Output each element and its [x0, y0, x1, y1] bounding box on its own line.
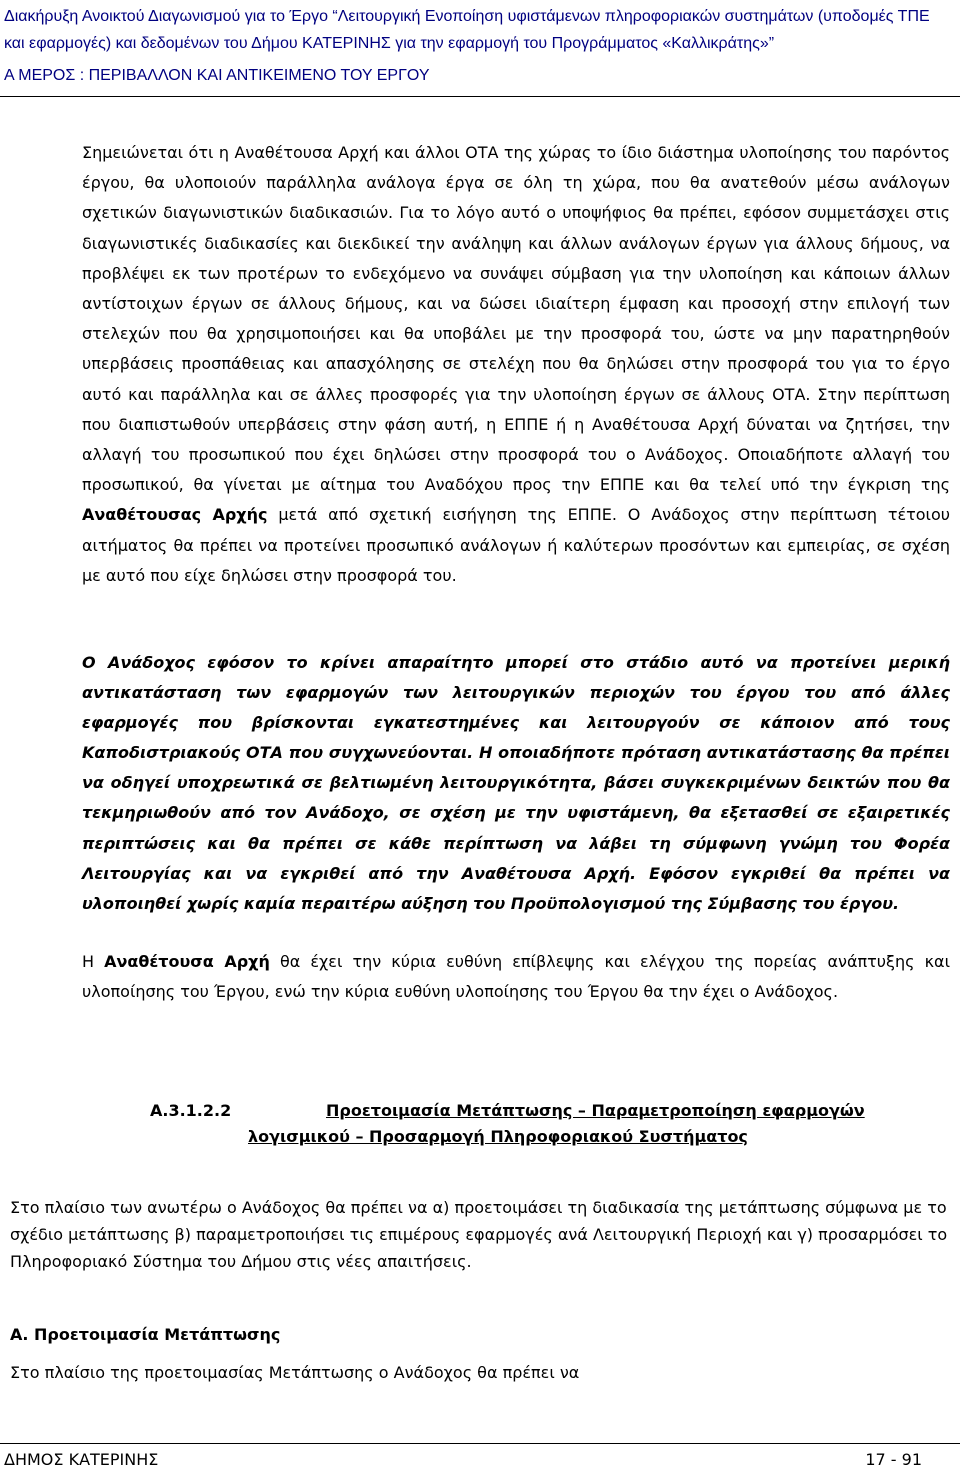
header-divider — [0, 96, 960, 97]
paragraph-staff-overlap — [82, 138, 950, 591]
paragraph-supervision — [82, 947, 950, 1007]
footer-divider — [0, 1443, 960, 1444]
bold-term: Αναθέτουσα Αρχή — [104, 952, 270, 971]
paragraph-text: μετά από σχετική εισήγηση της ΕΠΠΕ. Ο Ανάδοχος στην περίπτωση τέτοιου αιτήματος θα πρέπει να προτείνει προσωπικό ανάλογων ή καλύτερων προσόντων και εμπειρίας, σε σχέση με αυτό που είχε δηλώσει στην προσφορά του. — [82, 505, 950, 585]
paragraph-migration-scope: Στο πλαίσιο των ανωτέρω ο Ανάδοχος θα πρέπει να α) προετοιμάσει τη διαδικασία της μετάπτωσης σύμφωνα με το σχέδιο μετάπτωσης β) παραμετροποιήσει τις επιμέρους εφαρμογές ανά Λειτουργική Περιοχή και γ) προσαρμόσει το Πληροφοριακό Σύστημα του Δήμου στις νέες απαιτήσεις. — [10, 1198, 948, 1271]
paragraph-migration-prep: Στο πλαίσιο της προετοιμασίας Μετάπτωσης ο Ανάδοχος θα πρέπει να — [10, 1363, 580, 1382]
paragraph-text: Σημειώνεται ότι η Αναθέτουσα Αρχή και άλλοι ΟΤΑ της χώρας το ίδιο διάστημα υλοποίησης του παρόντος έργου, θα υλοποιούν παράλληλα ανάλογα έργα σε όλη τη χώρα, που θα ανατεθούν μέσω ανάλογων σχετικών διαγωνιστικών διαδικασιών. Για το λόγο αυτό ο υποψήφιος θα πρέπει, εφόσον συμμετάσχει στις διαγωνιστικές διαδικασίες και διεκδικεί την ανάληψη και άλλων ανάλογων έργων για άλλους δήμους, να προβλέψει εκ των προτέρων το ενδεχόμενο να συνάψει σύμβαση για την υλοποίηση και κάποιων άλλων αντίστοιχων έργων σε άλλους δήμους, και να δώσει ιδιαίτερη έμφαση και προσοχή στην επιλογή των στελεχών που θα χρησιμοποιήσει και θα υποβάλει με την προσφορά του, ώστε να μην παρατηρηθούν υπερβάσεις προσπάθειας και απασχόλησης σε στελέχη που θα δηλώσει στην προσφορά του για το έργο αυτό και παράλληλα και σε άλλες προσφορές για την υλοποίηση έργων σε άλλους ΟΤΑ. Στην περίπτωση που διαπιστωθούν υπερβάσεις στην φάση αυτή, η ΕΠΠΕ ή η Αναθέτουσα Αρχή δύναται να ζητήσει, την αλλαγή του προσωπικού που έχει δηλώσει στην προσφορά του ο Ανάδοχος. Οποιαδήποτε αλλαγή του προσωπικού, θα γίνεται με αίτημα του Αναδόχου προς την ΕΠΠΕ και θα τελεί υπό την έγκριση της — [82, 143, 950, 495]
paragraph-text: θα έχει την κύρια ευθύνη επίβλεψης και ελέγχου της πορείας ανάπτυξης και υλοποίησης του Έργου, ενώ την κύρια ευθύνη υλοποίησης του Έργου θα την έχει ο Ανάδοχος. — [82, 952, 950, 1002]
paragraph-application-replacement: Ο Ανάδοχος εφόσον το κρίνει απαραίτητο μπορεί στο στάδιο αυτό να προτείνει μερική αντικατάσταση των εφαρμογών των λειτουργικών περιοχών του έργου του από άλλες εφαρμογές που βρίσκονται εγκατεστημένες και λειτουργούν σε κάποιον από τους Καποδιστριακούς ΟΤΑ που συγχωνεύονται. Η οποιαδήποτε πρόταση αντικατάστασης θα πρέπει να οδηγεί υποχρεωτικά σε βελτιωμένη λειτουργικότητα, βάσει συγκεκριμένων δεικτών που θα τεκμηριωθούν από τον Ανάδοχο, σε σχέση με την υφιστάμενη, θα εξετασθεί σε εξαιρετικές περιπτώσεις και θα πρέπει σε κάθε περίπτωση να λάβει τη σύμφωνη γνώμη του Φορέα Λειτουργίας και να εγκριθεί από την Αναθέτουσα Αρχή. Εφόσον εγκριθεί θα πρέπει να υλοποιηθεί χωρίς καμία περαιτέρω αύξηση του Προϋπολογισμού της Σύμβασης του έργου. — [82, 653, 950, 913]
section-number: Α.3.1.2.2 — [150, 1101, 232, 1120]
paragraph-text: Η — [82, 952, 95, 971]
section-title-text: Προετοιμασία Μετάπτωσης – Παραμετροποίηση εφαρμογών λογισμικού – Προσαρμογή Πληροφοριακού Συστήματος — [248, 1101, 865, 1146]
document-header-title: Διακήρυξη Ανοικτού Διαγωνισμού για το Έργο “Λειτουργική Ενοποίηση υφιστάμενων πληροφοριακών συστημάτων (υποδομές ΤΠΕ και εφαρμογές) και δεδομένων του Δήμου ΚΑΤΕΡΙΝΗΣ για την εφαρμογή του Προγράμματος «Καλλικράτης»” — [4, 8, 930, 52]
bold-term: Αναθέτουσας Αρχής — [82, 505, 268, 525]
footer-municipality: ΔΗΜΟΣ ΚΑΤΕΡΙΝΗΣ — [4, 1450, 159, 1469]
subsection-heading: Α. Προετοιμασία Μετάπτωσης — [10, 1325, 281, 1344]
page-number: 17 - 91 — [865, 1450, 922, 1469]
document-part-heading: Α ΜΕΡΟΣ : ΠΕΡΙΒΑΛΛΟΝ ΚΑΙ ΑΝΤΙΚΕΙΜΕΝΟ ΤΟΥ ΕΡΓΟΥ — [4, 67, 430, 84]
section-title — [248, 1098, 948, 1150]
